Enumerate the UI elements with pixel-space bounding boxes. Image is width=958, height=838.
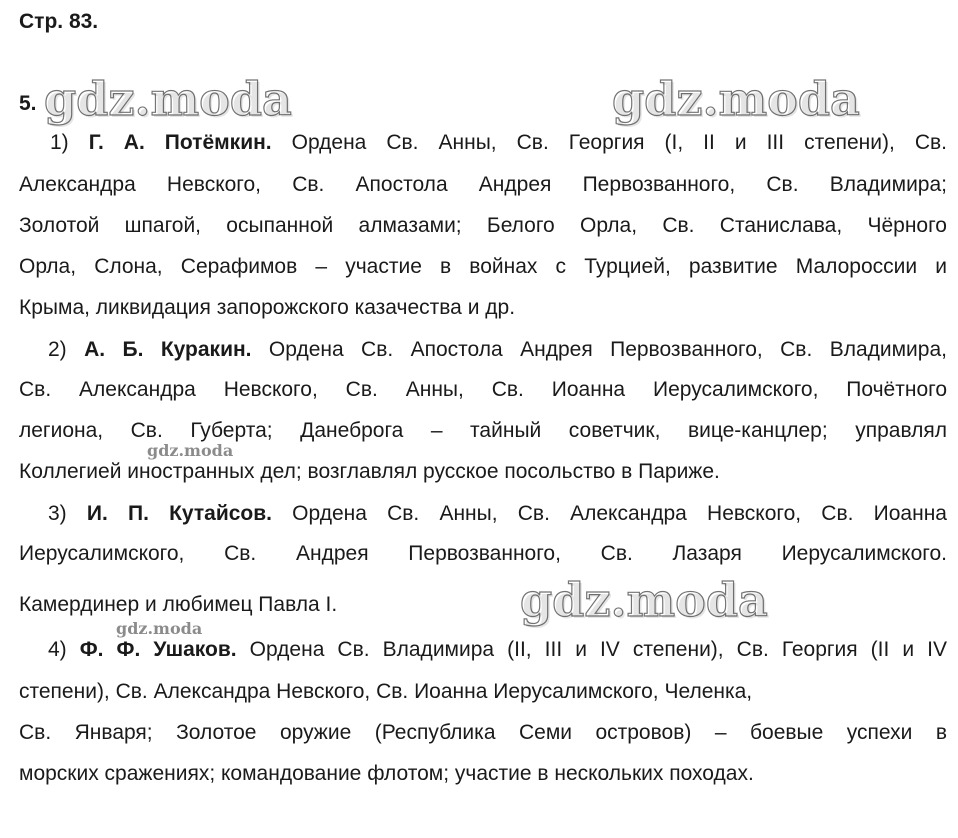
item-text-line: Камердинер и любимец Павла I. [19, 593, 338, 616]
item-person-name: И. П. Кутайсов. [86, 502, 272, 525]
item-text-line: Александра Невского, Св. Апостола Андрея Первозванного, Св. Владимира; [19, 173, 947, 196]
item-text: Ордена Св. Владимира (II, III и IV степени), Св. Георгия (II и IV [249, 638, 947, 661]
watermark-logo-small: gdz.moda [147, 441, 234, 460]
item-number: 1) [50, 131, 69, 154]
item-1-line-1 [50, 130, 947, 156]
item-person-name: А. Б. Куракин. [84, 338, 252, 361]
watermark-logo-small: gdz.moda [116, 619, 203, 638]
item-person-name: Ф. Ф. Ушаков. [79, 638, 237, 661]
item-text: Ордена Св. Анны, Св. Георгия (I, II и III степени), Св. [291, 131, 947, 154]
item-text-line: легиона, Св. Губерта; Данеброга – тайный советчик, вице-канцлер; управлял [19, 419, 947, 442]
item-3-line-1 [48, 501, 947, 527]
item-text: Ордена Св. Апостола Андрея Первозванного, Св. Владимира, [268, 338, 947, 361]
watermark-logo: gdz.moda [612, 72, 860, 126]
item-number: 4) [48, 638, 67, 661]
item-text-line: Золотой шпагой, осыпанной алмазами; Белого Орла, Св. Станислава, Чёрного [19, 214, 947, 237]
watermark-logo: gdz.moda [520, 573, 768, 627]
item-text-line: морских сражениях; командование флотом; участие в нескольких походах. [19, 762, 754, 785]
item-text-line: Иерусалимского, Св. Андрея Первозванного, Св. Лазаря Иерусалимского. [19, 542, 947, 565]
item-text: Ордена Св. Анны, Св. Александра Невского, Св. Иоанна [292, 502, 947, 525]
item-text-line: Коллегией иностранных дел; возглавлял русское посольство в Париже. [19, 460, 720, 483]
item-number: 2) [48, 338, 67, 361]
item-person-name: Г. А. Потёмкин. [88, 131, 272, 154]
item-text-line: Крыма, ликвидация запорожского казачества и др. [19, 296, 516, 319]
item-text-line: Св. Александра Невского, Св. Анны, Св. Иоанна Иерусалимского, Почётного [19, 378, 947, 401]
item-2-line-1 [48, 337, 947, 363]
task-number: 5. [19, 92, 37, 115]
watermark-logo: gdz.moda [44, 72, 292, 126]
item-number: 3) [48, 502, 67, 525]
item-4-line-1 [48, 637, 947, 663]
item-text-line: степени), Св. Александра Невского, Св. Иоанна Иерусалимского, Челенка, [19, 680, 753, 703]
item-text-line: Орла, Слона, Серафимов – участие в войнах с Турцией, развитие Малороссии и [19, 255, 947, 278]
item-text-line: Св. Января; Золотое оружие (Республика Семи островов) – боевые успехи в [19, 721, 947, 744]
page-title: Стр. 83. [19, 10, 99, 33]
